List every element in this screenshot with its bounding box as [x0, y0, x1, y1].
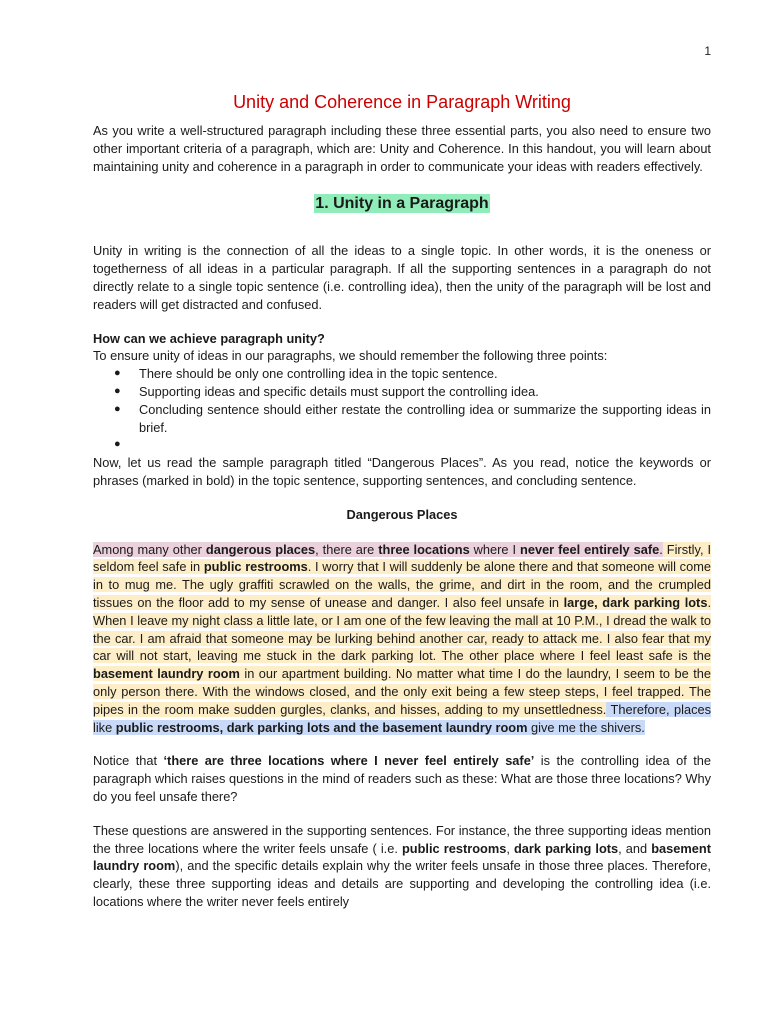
keyword: public restrooms [203, 559, 308, 575]
list-item-text: There should be only one controlling idea in the topic sentence. [139, 366, 498, 382]
sample-title: Dangerous Places [346, 506, 458, 522]
text-run: . I worry that I will suddenly be alone there and that someone will come in to mug me. The ugly graffiti scrawled on the walls, the grime, and dirt in the room, and the crumpled tissues on the floor add to my sense of unease and danger. I also feel unsafe in [93, 559, 711, 610]
bullet-icon: ● [114, 384, 121, 397]
text-run: give me the shivers. [527, 719, 645, 735]
keyword: large, dark parking lots [563, 594, 708, 610]
list-item [114, 365, 711, 383]
text-run: Firstly, I seldom feel safe in [93, 541, 712, 575]
keyword: dark parking lots [513, 840, 619, 856]
intro-paragraph: As you write a well-structured paragraph including these three essential parts, you also need to ensure two other important criteria of a paragraph, which are: Unity and Coherence. In this handout, you will learn about maintaining unity and coherence in a paragraph in order to communicate your ideas with readers effectively. [93, 123, 711, 174]
keyword: public restrooms, dark parking lots and the basement laundry room [115, 719, 528, 735]
text-run: in our apartment building. No matter what time I do the laundry, I seem to be the only person there. With the windows closed, and the only exit being a few steep steps, I feel trapped. The pipes in the room make sudden gurgles, clanks, and hisses, adding to my unsettledness. [93, 666, 711, 717]
keyword: never feel entirely safe [520, 541, 660, 557]
list-item-empty [114, 436, 711, 454]
topic-sentence [93, 542, 663, 557]
answers-paragraph [93, 822, 711, 911]
keyword: three locations [378, 541, 470, 557]
text-run: , and [618, 840, 652, 856]
text-run: Among many other [93, 541, 206, 557]
question-followup: To ensure unity of ideas in our paragraphs, we should remember the following three points: [93, 348, 608, 364]
supporting-sentences [93, 542, 711, 717]
text-run: Therefore, places like [93, 701, 711, 735]
text-run: , [506, 840, 514, 856]
section-heading-text: 1. Unity in a Paragraph [315, 195, 489, 213]
sample-paragraph [93, 541, 711, 737]
list-item [114, 401, 711, 437]
unity-definition-paragraph: Unity in writing is the connection of all the ideas to a single topic. In other words, it is the oneness or togetherness of all ideas in a particular paragraph. If all the supporting sentences in a paragraph do not directly relate to a single topic sentence (i.e. controlling idea), then the unity of the paragraph will be lost and readers will get distracted and confused. [93, 243, 711, 312]
text-run: . When I leave my night class a little late, or I am one of the few leaving the mall at 10 P.M., I dread the walk to the car. I am afraid that someone may be lurking behind another car, ready to attack me. I also fear that my car will not start, leaving me stuck in the dark parking lot. The other place where I feel least safe is the [93, 594, 712, 664]
keyword: dangerous places [205, 541, 316, 557]
text-run: Notice that [93, 753, 164, 769]
question-heading: How can we achieve paragraph unity? [93, 330, 325, 346]
bullet-icon: ● [114, 402, 121, 415]
bullet-icon: ● [114, 438, 121, 451]
notice-paragraph [93, 752, 711, 805]
text-run: These questions are answered in the supporting sentences. For instance, the three supporting ideas mention the three locations where the writer feels unsafe ( i.e. [93, 822, 711, 856]
text-run: . [659, 541, 663, 557]
text-run: is the controlling idea of the paragraph which raises questions in the mind of readers such as these: What are those three locations? Why do you feel unsafe there? [93, 753, 711, 804]
keyword: public restrooms [401, 840, 507, 856]
document-title: Unity and Coherence in Paragraph Writing [233, 92, 571, 112]
keyword: basement laundry room [93, 840, 711, 874]
list-item-text: Supporting ideas and specific details must support the controlling idea. [139, 383, 539, 399]
list-item [114, 383, 711, 401]
text-run: where I [469, 541, 521, 557]
text-run: , there are [315, 541, 379, 557]
sample-intro-paragraph: Now, let us read the sample paragraph titled “Dangerous Places”. As you read, notice the keywords or phrases (marked in bold) in the topic sentence, supporting sentences, and concluding sentence. [93, 455, 711, 488]
text-run: ), and the specific details explain why the writer feels unsafe in those three places. Therefore, clearly, these three supporting ideas and details are supporting and developing the controlling idea (i.e. locations where the writer never feels entirely [93, 858, 711, 909]
list-item-text: Concluding sentence should either restate the controlling idea or summarize the supporting ideas in brief. [139, 401, 711, 435]
document-body [93, 90, 711, 911]
bullet-icon: ● [114, 367, 121, 380]
keyword: basement laundry room [93, 666, 240, 682]
section-heading [93, 193, 711, 215]
controlling-idea-quote: ‘there are three locations where I never feel entirely safe’ [163, 753, 535, 769]
unity-points-list [93, 365, 711, 454]
page-number: 1 [704, 44, 711, 58]
